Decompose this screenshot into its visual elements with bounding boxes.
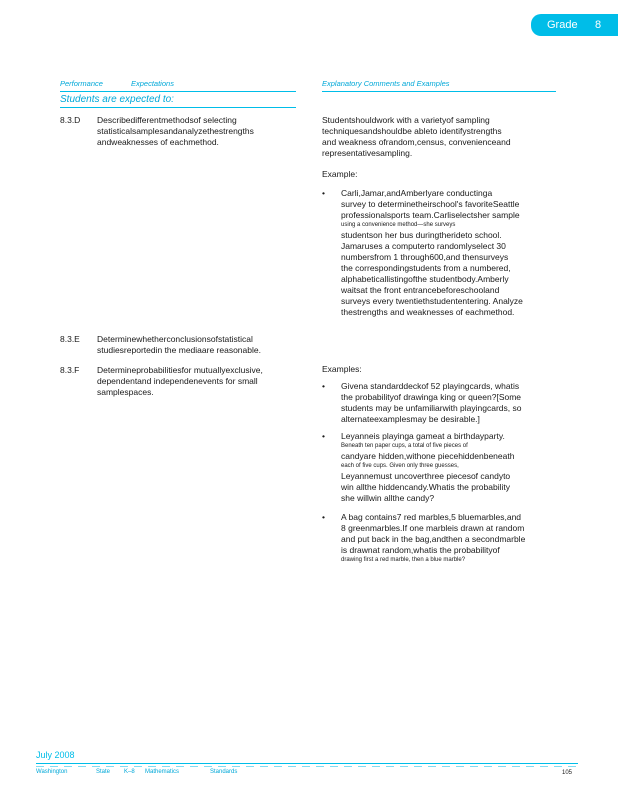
expectation-text (97, 334, 302, 356)
text-line: win allthe hiddencandy.Whatis the probability (341, 482, 510, 492)
comment-paragraph (322, 115, 562, 159)
text-line: professionalsports team.Carliselectsher sample (341, 210, 520, 220)
text-line: the probabilityof drawinga king or queen?[Some (341, 392, 522, 402)
footer-date: July 2008 (36, 750, 75, 760)
text-line: alphabeticallistingofthe studentbody.Amberly (341, 274, 509, 284)
text-line: and weakness ofrandom,census, convenienceand (322, 137, 511, 147)
bullet-marker: • (322, 512, 325, 522)
grade-number: 8 (595, 19, 602, 31)
column-header-performance: Performance (60, 79, 103, 88)
text-line: Leyanneis playinga gameat a birthdayparty. (341, 431, 505, 441)
text-line: Leyannemust uncoverthree piecesof candyto (341, 471, 511, 481)
grade-label: Grade (547, 19, 578, 31)
text-line: Carli,Jamar,andAmberlyare conductinga (341, 188, 493, 198)
text-line: dependentand independenevents for small (97, 376, 258, 386)
column-header-comments: Explanatory Comments and Examples (322, 79, 450, 88)
text-line: numbersfrom 1 through600,and thensurveys (341, 252, 509, 262)
footer-grade-range: K–8 (124, 769, 135, 775)
header-divider-right (322, 91, 556, 92)
bullet-marker: • (322, 381, 325, 391)
text-line: students may be unfamiliarwith playingcards, so (341, 403, 522, 413)
example-label: Example: (322, 169, 358, 179)
page-number: 105 (562, 770, 573, 776)
text-line: the correspondingstudents from a numbered, (341, 263, 511, 273)
footer-state: State (96, 769, 111, 775)
examples-label: Examples: (322, 364, 362, 374)
expectation-text (97, 365, 302, 398)
text-line: statisticalsamplesandanalyzethestrengths (97, 126, 254, 136)
text-line: 8 greenmarbles.If one marbleis drawn at random (341, 523, 525, 533)
text-line: survey to determinetheirschool's favoriteSeattle (341, 199, 520, 209)
text-line: she willwin allthe candy? (341, 493, 435, 503)
example-text (341, 431, 563, 504)
footer-washington: Washington (36, 769, 68, 775)
footer-mathematics: Mathematics (145, 769, 180, 775)
footer-divider (36, 763, 578, 764)
text-line: Givena standarddeckof 52 playingcards, whatis (341, 381, 520, 391)
expectation-text (97, 115, 302, 148)
grade-tab (531, 14, 618, 36)
text-line: drawing first a red marble, then a blue marble? (341, 557, 466, 563)
footer-dotted-line (36, 766, 578, 767)
text-line: and put back in the bag,andthen a secondmarble (341, 534, 526, 544)
example-text (341, 512, 563, 565)
text-line: samplespaces. (97, 387, 154, 397)
expectation-code: 8.3.D (60, 115, 81, 125)
text-line: andweaknesses of eachmethod. (97, 137, 219, 147)
example-text (341, 381, 563, 425)
text-line: is drawnat random,whatis the probabilityof (341, 545, 500, 555)
bullet-marker: • (322, 188, 325, 198)
text-line: using a convenience method—she surveys (341, 222, 456, 228)
expectation-code: 8.3.F (60, 365, 80, 375)
students-divider (60, 107, 296, 108)
text-line: surveys every twentiethstudententering. Analyze (341, 296, 523, 306)
text-line: candyare hidden,withone piecehiddenbeneath (341, 451, 515, 461)
text-line: studentson her bus duringtherideto school. (341, 230, 502, 240)
example-text (341, 188, 563, 318)
text-line: Determinewhetherconclusionsofstatistical (97, 334, 253, 344)
text-line: waitsat the front entrancebeforeschooland (341, 285, 500, 295)
bullet-marker: • (322, 431, 325, 441)
text-line: representativesampling. (322, 148, 413, 158)
text-line: Studentshouldwork with a varietyof sampling (322, 115, 490, 125)
text-line: alternateexamplesmay be desirable.] (341, 414, 480, 424)
expectation-code: 8.3.E (60, 334, 80, 344)
text-line: studiesreportedin the mediaare reasonable. (97, 345, 261, 355)
text-line: Describedifferentmethodsof selecting (97, 115, 237, 125)
text-line: each of five cups. Given only three guesses, (341, 463, 459, 469)
text-line: techniquesandshouldbe ableto identifystrengths (322, 126, 502, 136)
students-expected-heading: Students are expected to: (60, 94, 174, 105)
text-line: thestrengths and weaknesses of eachmethod. (341, 307, 515, 317)
text-line: Determineprobabilitiesfor mutuallyexclusive, (97, 365, 263, 375)
text-line: Jamaruses a computerto randomlyselect 30 (341, 241, 506, 251)
column-header-expectations: Expectations (131, 79, 174, 88)
text-line: A bag contains7 red marbles,5 bluemarbles,and (341, 512, 522, 522)
text-line: Beneath ten paper cups, a total of five pieces of (341, 443, 468, 449)
header-divider-left (60, 91, 296, 92)
footer-standards: Standards (210, 769, 238, 775)
